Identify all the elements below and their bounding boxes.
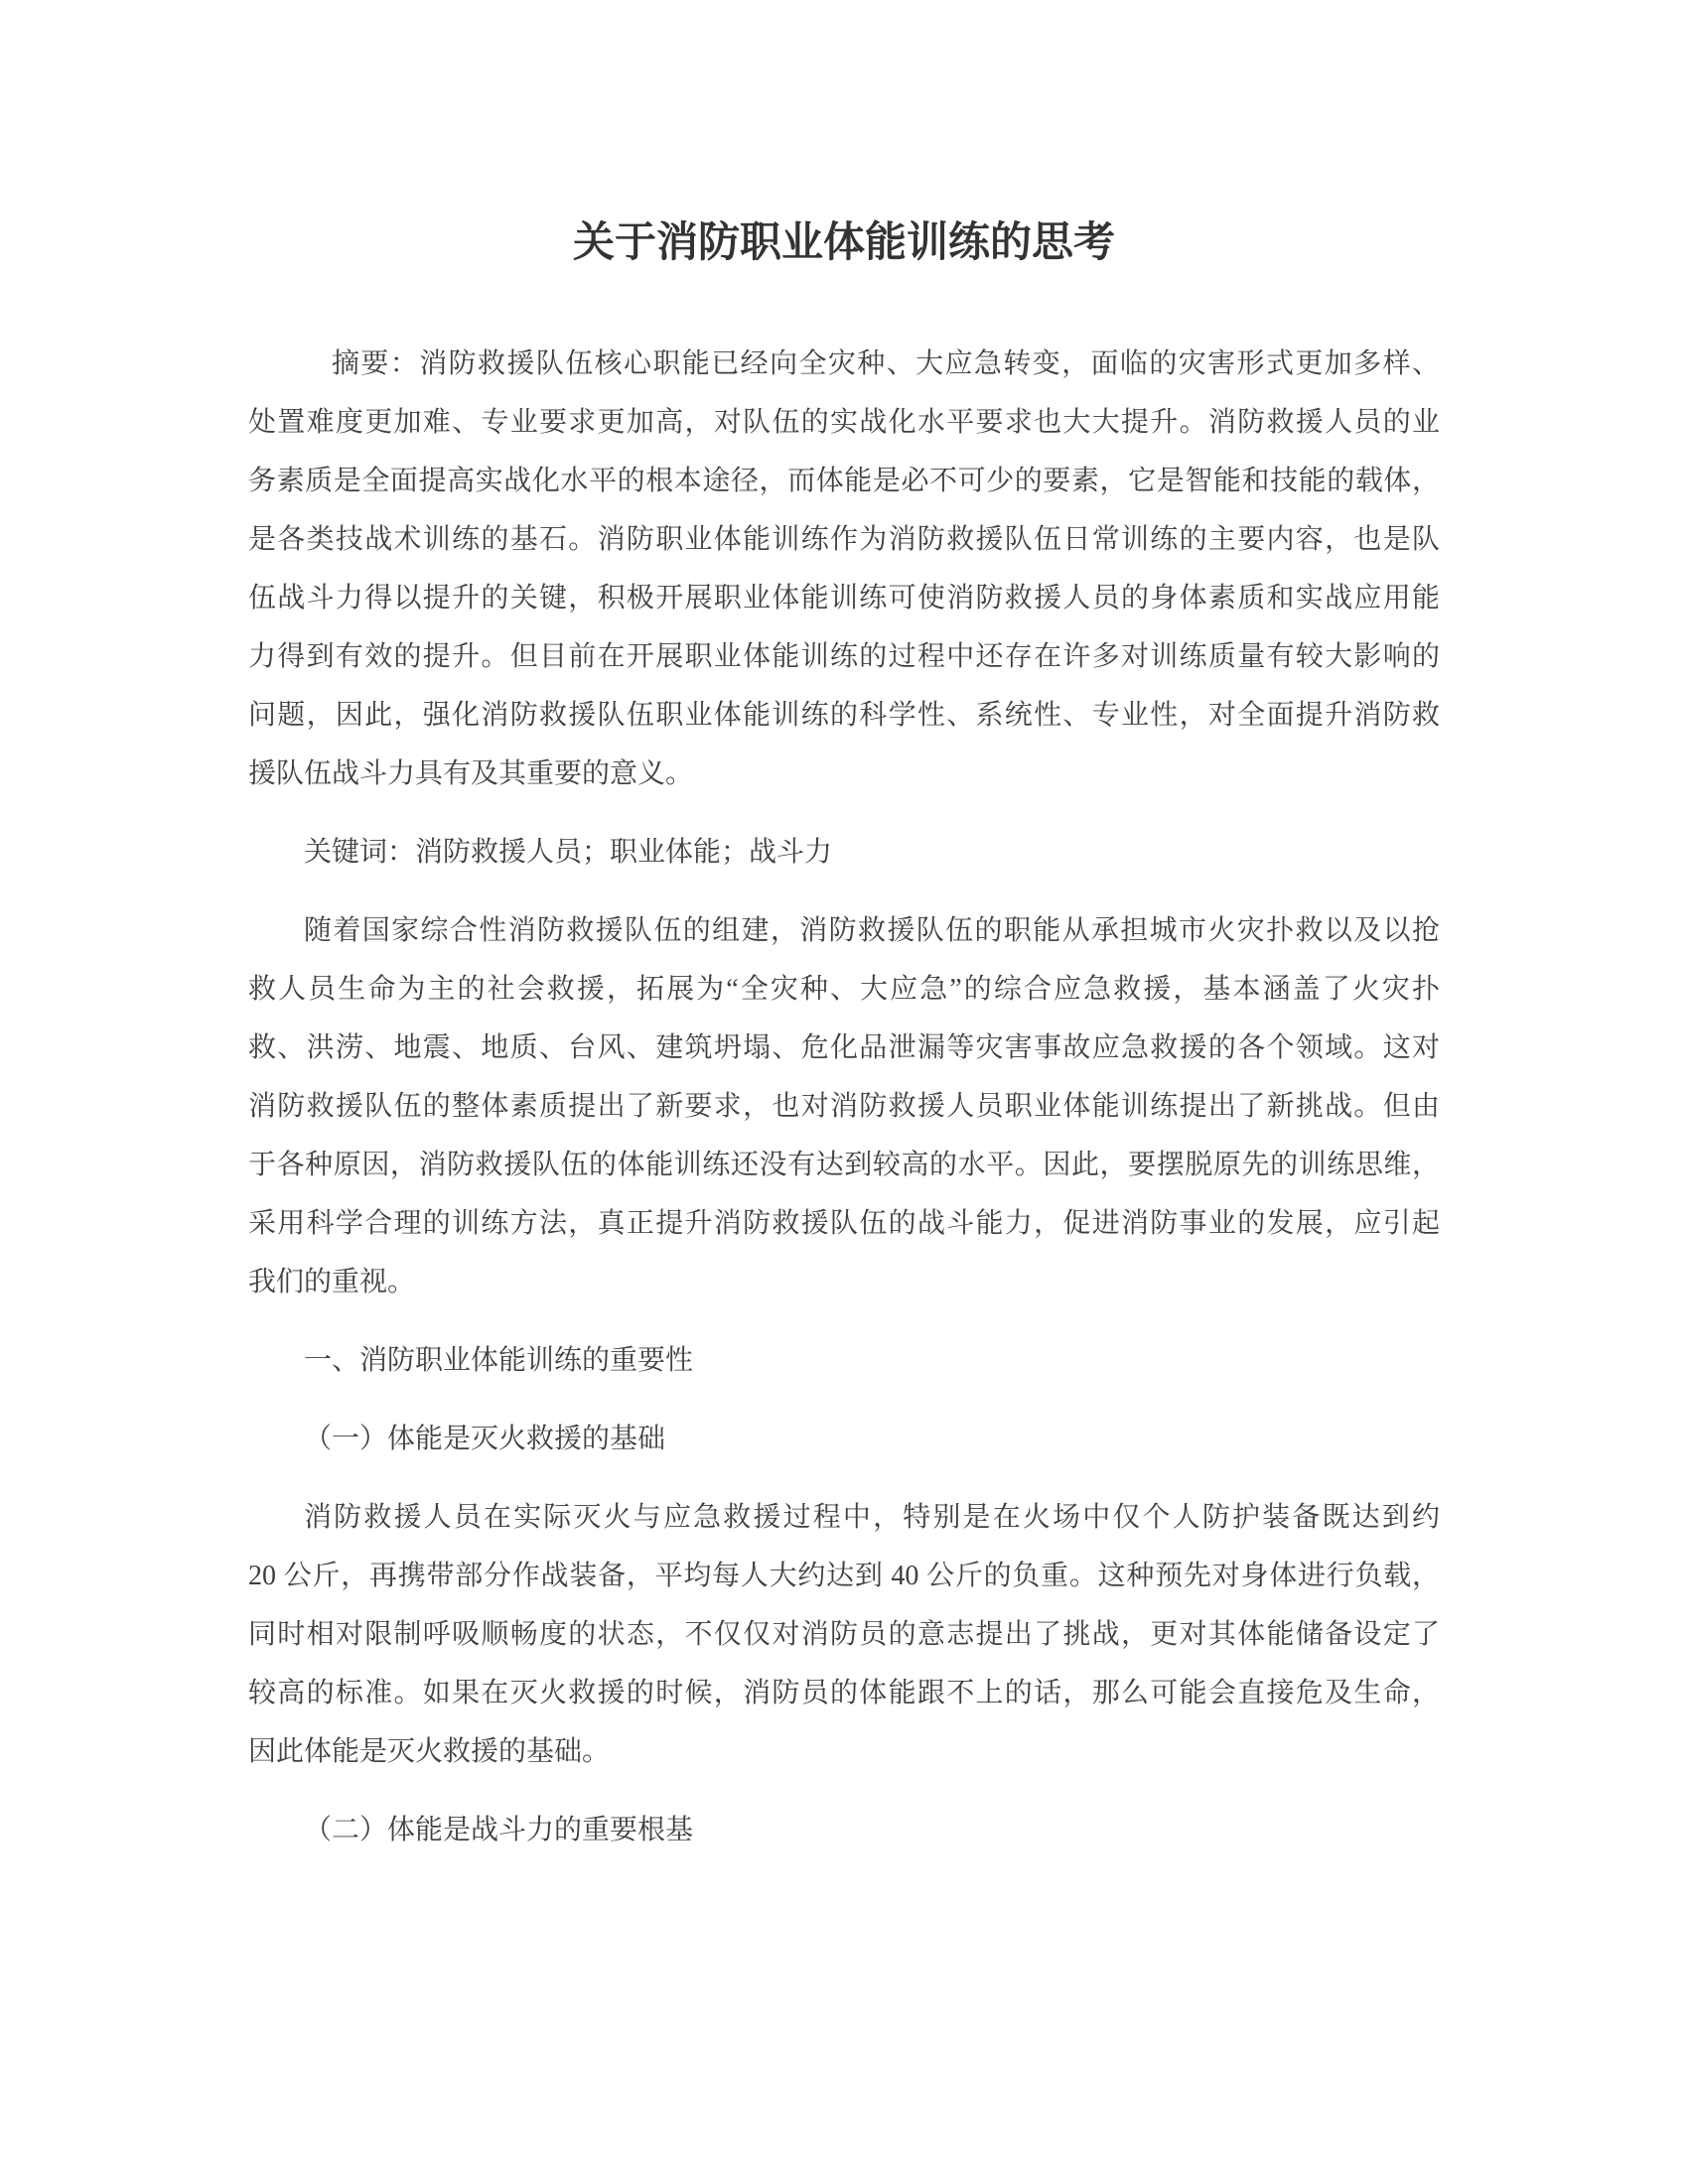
text-line: 采用科学合理的训练方法，真正提升消防救援队伍的战斗能力，促进消防事业的发展，应引起 bbox=[248, 1207, 1440, 1239]
text-line: 摘要：消防救援队伍核心职能已经向全灾种、大应急转变，面临的灾害形式更加多样、 bbox=[332, 347, 1440, 379]
text-line: 救、洪涝、地震、地质、台风、建筑坍塌、危化品泄漏等灾害事故应急救援的各个领域。这对 bbox=[248, 1031, 1440, 1063]
text-line: （二）体能是战斗力的重要根基 bbox=[304, 1814, 694, 1845]
text-line: 消防救援人员在实际灭火与应急救援过程中，特别是在火场中仅个人防护装备既达到约 bbox=[304, 1501, 1440, 1533]
text-line: 较高的标准。如果在灭火救援的时候，消防员的体能跟不上的话，那么可能会直接危及生命， bbox=[248, 1677, 1440, 1708]
document-body bbox=[248, 335, 1440, 1859]
text-line: 力得到有效的提升。但目前在开展职业体能训练的过程中还存在许多对训练质量有较大影响的 bbox=[248, 640, 1440, 672]
text-line: 消防救援队伍的整体素质提出了新要求，也对消防救援人员职业体能训练提出了新挑战。但由 bbox=[248, 1090, 1440, 1122]
paragraph-physical-basis bbox=[248, 1488, 1440, 1781]
subsection-heading-1-1 bbox=[248, 1410, 1440, 1468]
document-title: 关于消防职业体能训练的思考 bbox=[572, 218, 1115, 265]
subsection-heading-1-2 bbox=[248, 1801, 1440, 1859]
text-line: 随着国家综合性消防救援队伍的组建，消防救援队伍的职能从承担城市火灾扑救以及以抢 bbox=[304, 914, 1440, 946]
text-line: 我们的重视。 bbox=[248, 1266, 416, 1297]
text-line: 处置难度更加难、专业要求更加高，对队伍的实战化水平要求也大大提升。消防救援人员的业 bbox=[248, 406, 1440, 438]
text-line: 是各类技战术训练的基石。消防职业体能训练作为消防救援队伍日常训练的主要内容，也是队 bbox=[248, 523, 1440, 555]
text-line: （一）体能是灭火救援的基础 bbox=[304, 1423, 666, 1454]
section-heading-1 bbox=[248, 1331, 1440, 1390]
intro-paragraph bbox=[248, 901, 1440, 1311]
text-line: 因此体能是灭火救援的基础。 bbox=[248, 1735, 611, 1767]
text-line: 伍战斗力得以提升的关键，积极开展职业体能训练可使消防救援人员的身体素质和实战应用能 bbox=[248, 582, 1440, 614]
text-line: 援队伍战斗力具有及其重要的意义。 bbox=[248, 757, 694, 789]
text-line: 同时相对限制呼吸顺畅度的状态，不仅仅对消防员的意志提出了挑战，更对其体能储备设定了 bbox=[248, 1618, 1440, 1650]
keywords-line bbox=[248, 823, 1440, 882]
text-line: 问题，因此，强化消防救援队伍职业体能训练的科学性、系统性、专业性，对全面提升消防救 bbox=[248, 699, 1440, 731]
text-line: 关键词：消防救援人员；职业体能；战斗力 bbox=[304, 836, 833, 868]
text-line: 救人员生命为主的社会救援，拓展为“全灾种、大应急”的综合应急救援，基本涵盖了火灾扑 bbox=[248, 973, 1440, 1005]
text-line: 20 公斤，再携带部分作战装备，平均每人大约达到 40 公斤的负重。这种预先对身体进行负载， bbox=[248, 1560, 1440, 1591]
abstract-paragraph bbox=[248, 335, 1440, 803]
text-line: 务素质是全面提高实战化水平的根本途径，而体能是必不可少的要素，它是智能和技能的载体， bbox=[248, 465, 1440, 496]
text-line: 一、消防职业体能训练的重要性 bbox=[304, 1344, 694, 1376]
document-content bbox=[248, 216, 1440, 1859]
text-line: 于各种原因，消防救援队伍的体能训练还没有达到较高的水平。因此，要摆脱原先的训练思维， bbox=[248, 1149, 1440, 1180]
